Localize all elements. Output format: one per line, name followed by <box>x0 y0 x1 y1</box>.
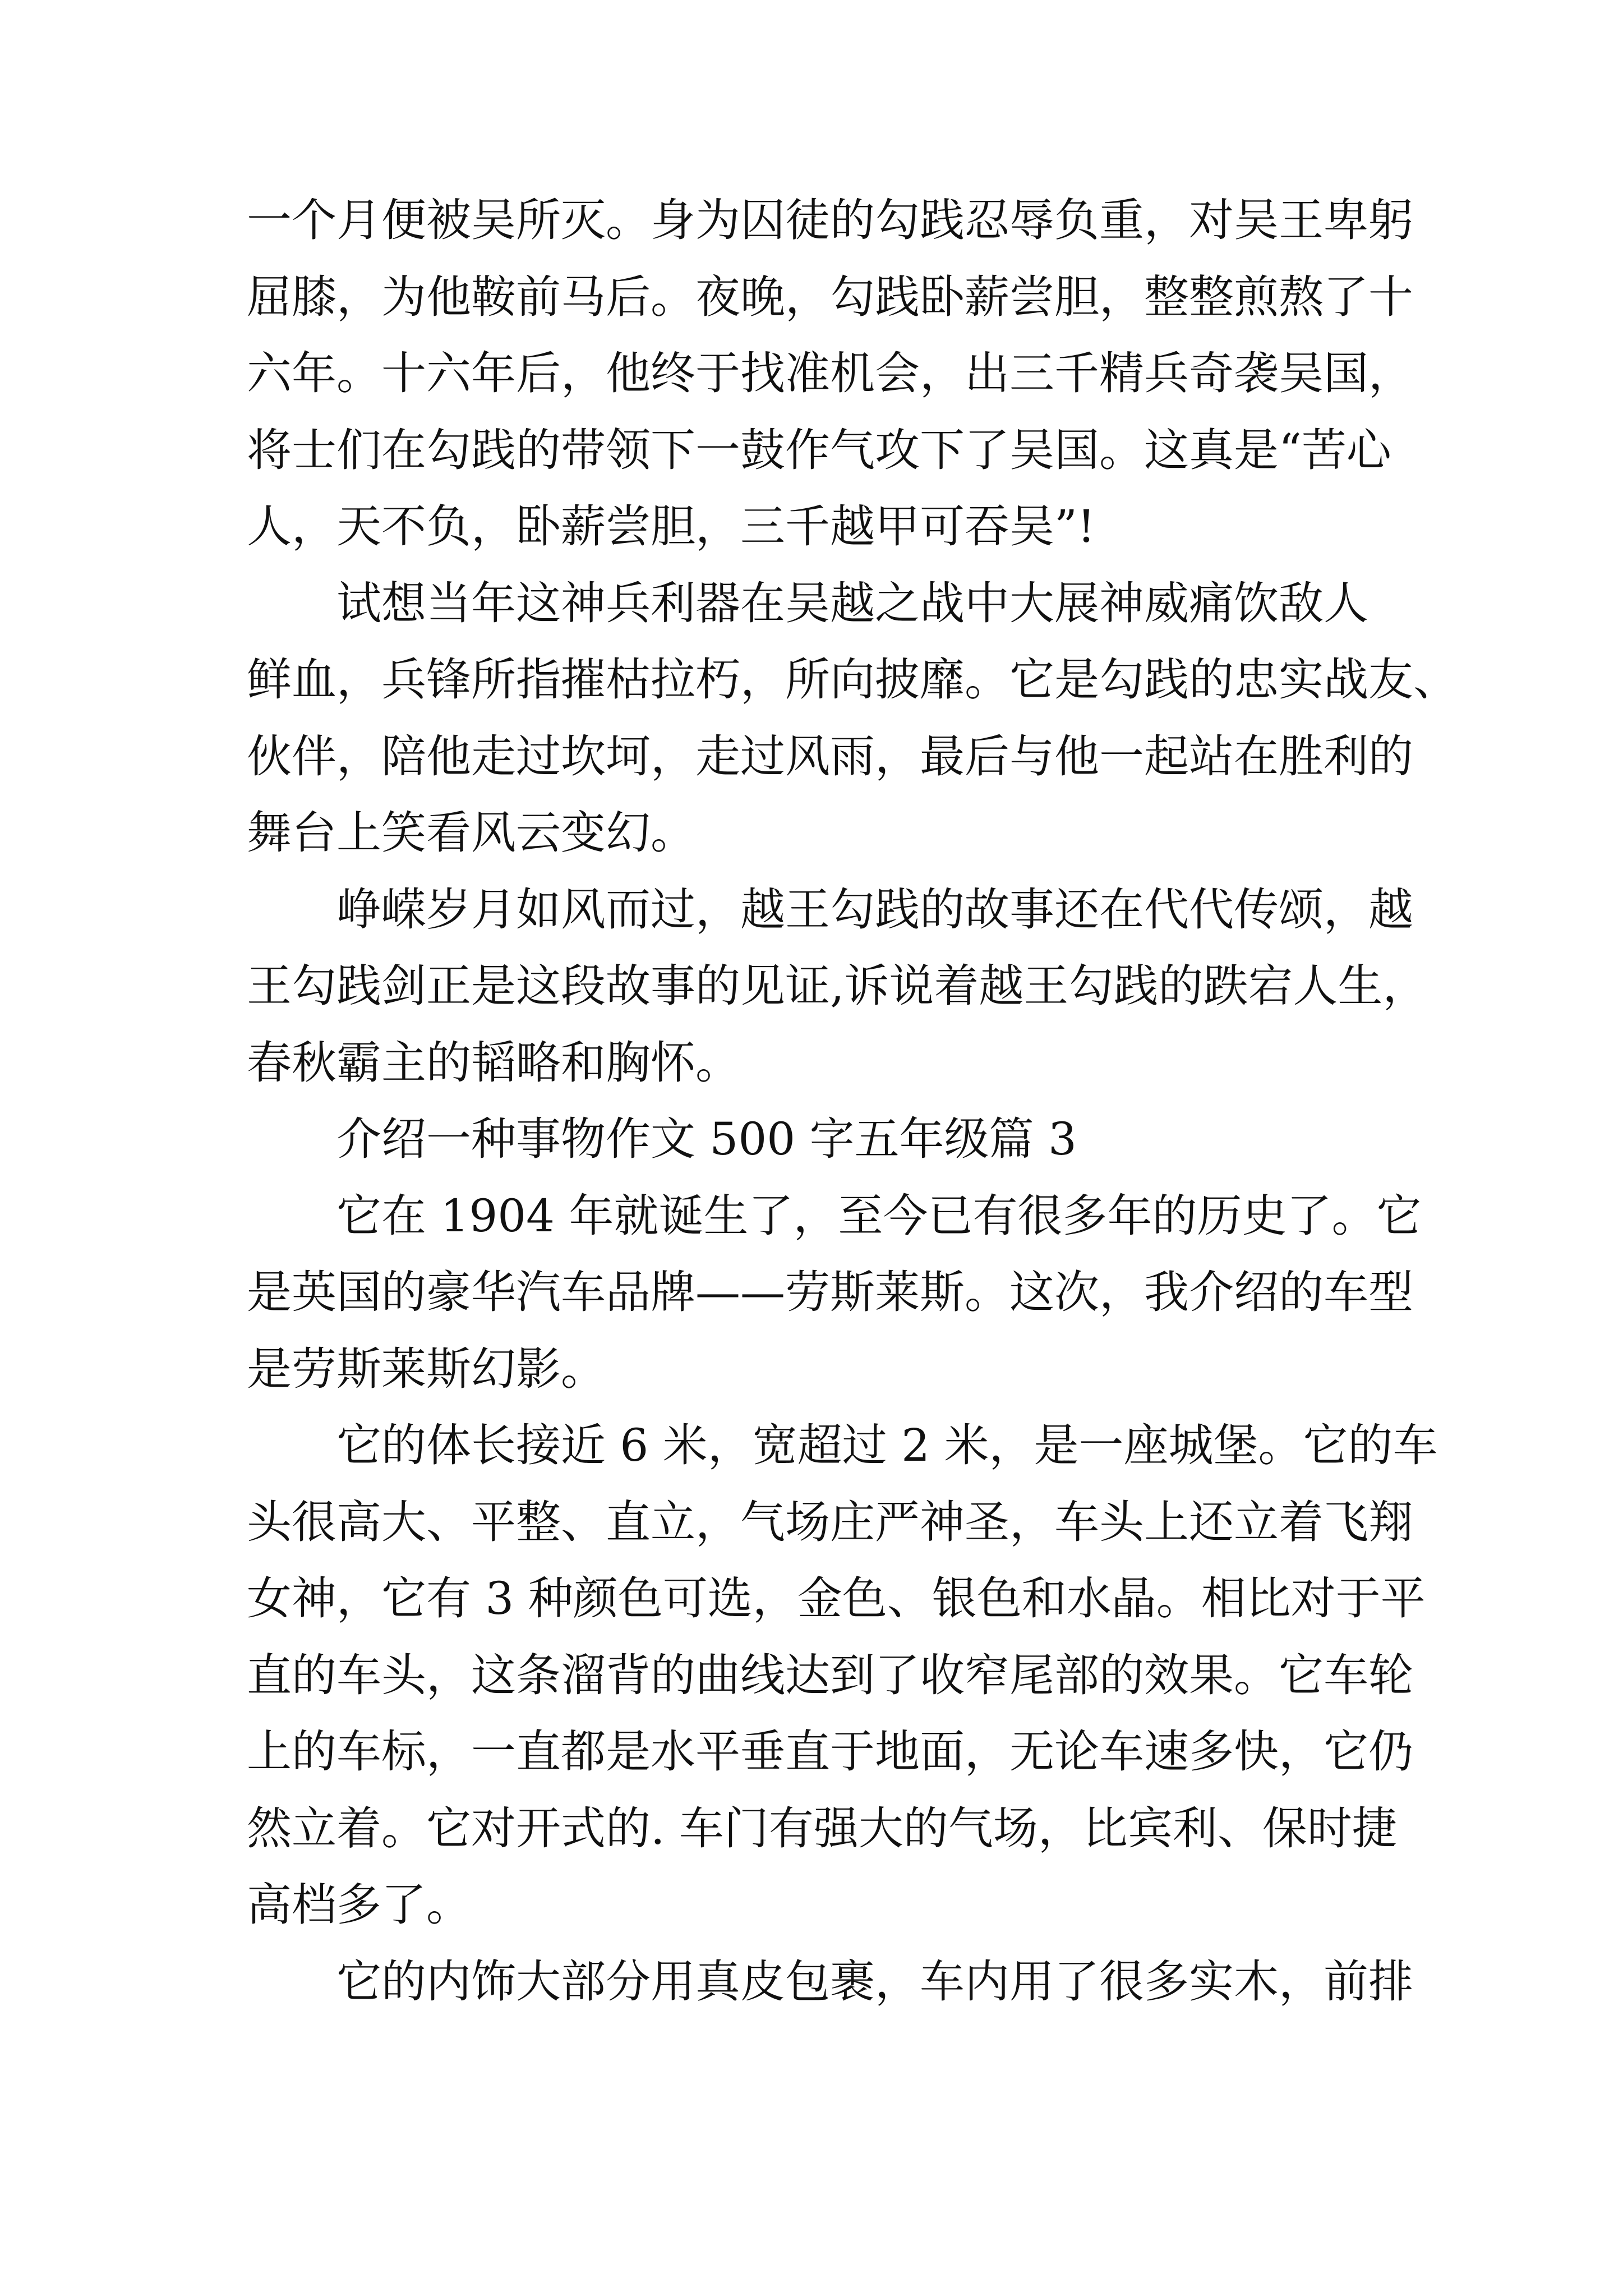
text-line: 屈膝，为他鞍前马后。夜晚，勾践卧薪尝胆，整整煎熬了十 <box>247 270 1413 323</box>
text-line: 然立着。它对开式的. 车门有强大的气场，比宾利、保时捷 <box>247 1802 1397 1855</box>
section-heading <box>247 1101 1402 1178</box>
text-line: 女神，它有 3 种颜色可选，金色、银色和水晶。相比对于平 <box>247 1572 1426 1625</box>
paragraph-2 <box>247 565 1458 872</box>
text-line: 上的车标，一直都是水平垂直于地面，无论车速多快，它仍 <box>247 1726 1413 1778</box>
text-line: 它在 1904 年就诞生了，至今已有很多年的历史了。它 <box>336 1189 1422 1242</box>
text-line: 是英国的豪华汽车品牌——劳斯莱斯。这次，我介绍的车型 <box>247 1266 1413 1318</box>
text-line: 舞台上笑看风云变幻。 <box>247 807 695 859</box>
paragraph-5 <box>247 1407 1438 1944</box>
text-line: 它的内饰大部分用真皮包裹，车内用了很多实木，前排 <box>336 1955 1413 2008</box>
text-line: 试想当年这神兵利器在吴越之战中大展神威痛饮敌人 <box>336 577 1368 629</box>
heading-text: 介绍一种事物作文 500 字五年级篇 3 <box>336 1113 1077 1165</box>
text-line: 是劳斯莱斯幻影。 <box>247 1342 606 1395</box>
text-line: 六年。十六年后，他终于找准机会，出三千精兵奇袭吴国， <box>247 347 1413 399</box>
text-line: 鲜血，兵锋所指摧枯拉朽，所向披靡。它是勾践的忠实战友、 <box>247 654 1458 706</box>
text-line: 一个月便被吴所灭。身为囚徒的勾践忍辱负重，对吴王卑躬 <box>247 194 1413 246</box>
text-line: 峥嵘岁月如风而过，越王勾践的故事还在代代传颂，越 <box>336 883 1413 936</box>
text-line: 直的车头，这条溜背的曲线达到了收窄尾部的效果。它车轮 <box>247 1649 1413 1701</box>
text-line: 春秋霸主的韬略和胸怀。 <box>247 1036 740 1089</box>
text-line: 高档多了。 <box>247 1879 471 1931</box>
paragraph-3 <box>247 872 1428 1102</box>
text-line: 将士们在勾践的带领下一鼓作气攻下了吴国。这真是“苦心 <box>247 424 1391 476</box>
paragraph-4 <box>247 1178 1422 1408</box>
text-line: 人，天不负，卧薪尝胆，三千越甲可吞吴”! <box>247 500 1096 553</box>
text-line: 头很高大、平整、直立，气场庄严神圣，车头上还立着飞翔 <box>247 1496 1413 1548</box>
text-line: 王勾践剑正是这段故事的见证,诉说着越王勾践的跌宕人生， <box>247 960 1428 1012</box>
text-line: 伙伴，陪他走过坎坷，走过风雨，最后与他一起站在胜利的 <box>247 730 1413 783</box>
document-body <box>247 182 1458 2020</box>
text-line: 它的体长接近 6 米，宽超过 2 米，是一座城堡。它的车 <box>336 1419 1438 1471</box>
paragraph-6 <box>247 1944 1413 2021</box>
paragraph-1 <box>247 182 1413 565</box>
